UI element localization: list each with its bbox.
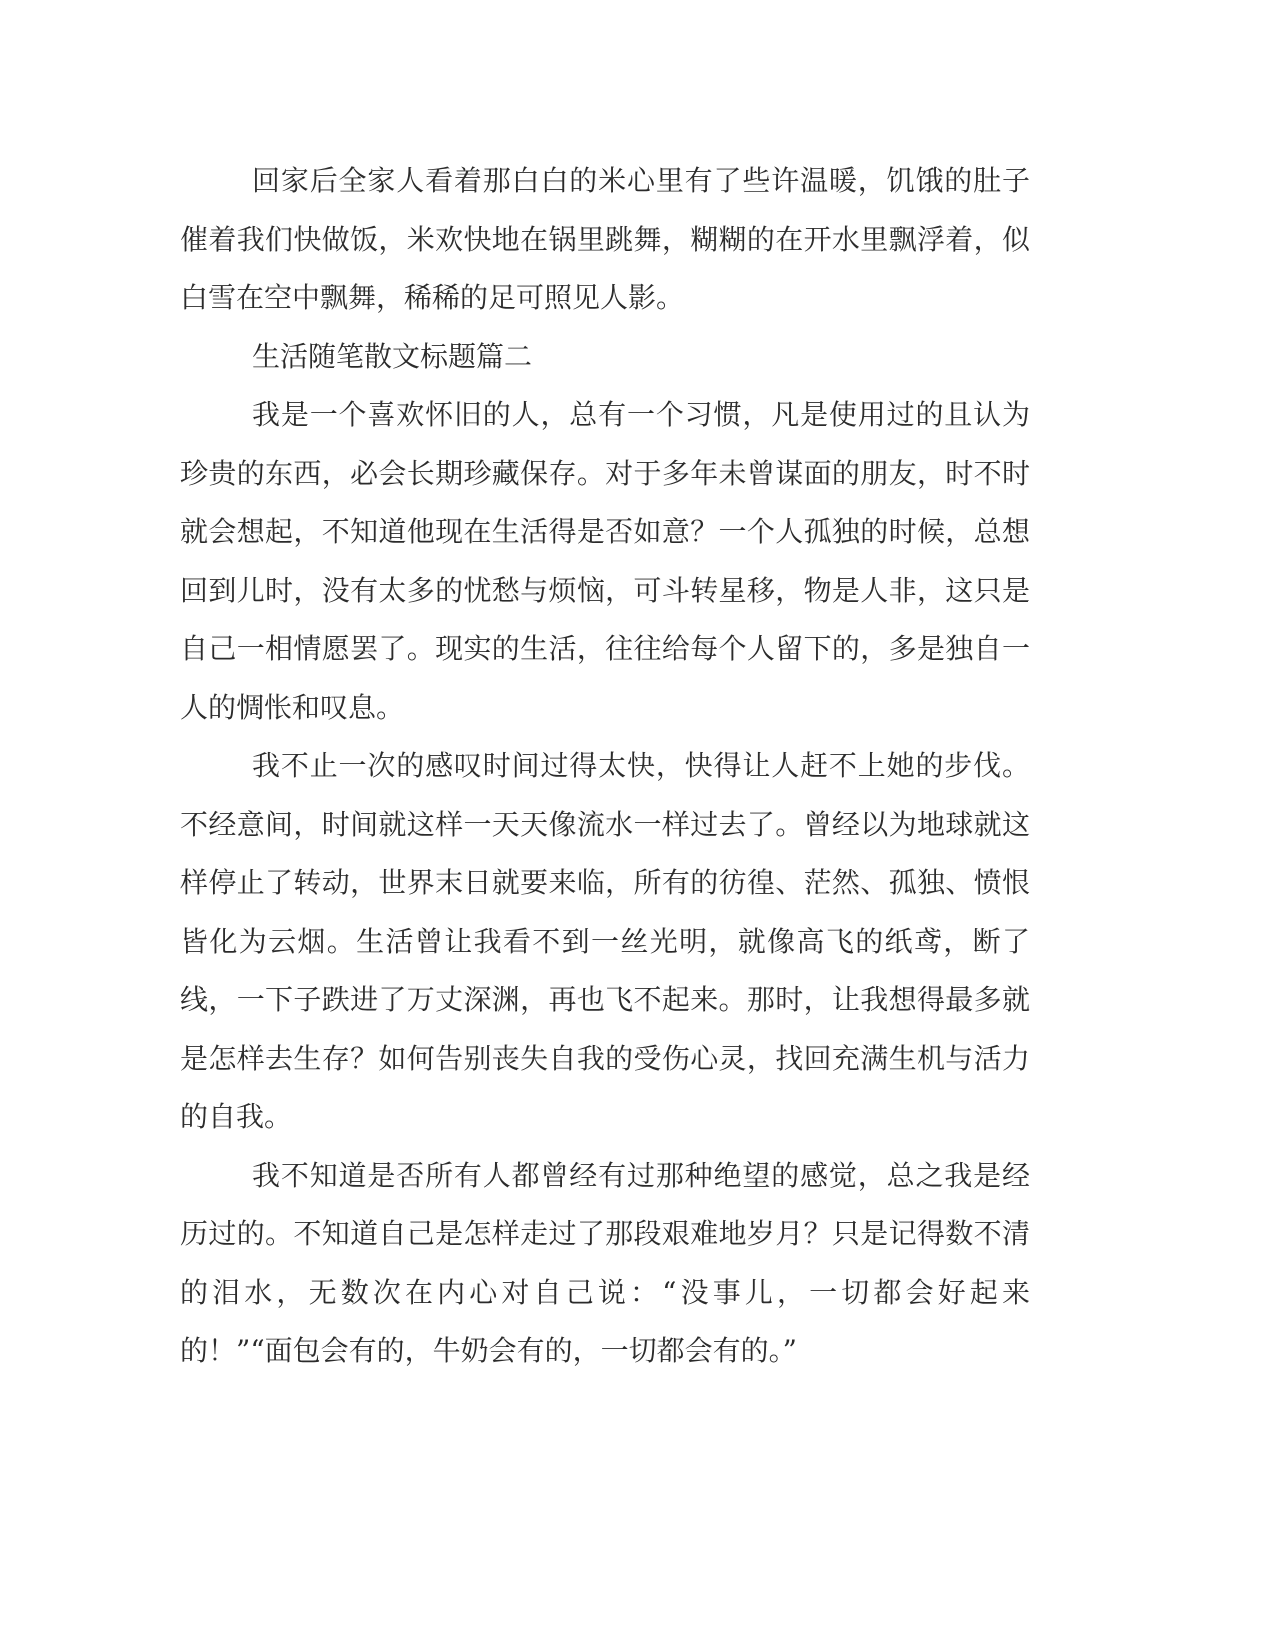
document-page <box>180 152 1030 1381</box>
section-heading: 生活随笔散文标题篇二 <box>252 339 533 373</box>
paragraph-rice: 回家后全家人看着那白白的米心里有了些许温暖，饥饿的肚子催着我们快做饭，米欢快地在锅里跳舞，糊糊的在开水里飘浮着，似白雪在空中飘舞，稀稀的足可照见人影。 <box>180 164 1030 314</box>
paragraph-time: 我不止一次的感叹时间过得太快，快得让人赶不上她的步伐。不经意间，时间就这样一天天像流水一样过去了。曾经以为地球就这样停止了转动，世界末日就要来临，所有的彷徨、茫然、孤独、愤恨皆化为云烟。生活曾让我看不到一丝光明，就像高飞的纸鸢，断了线，一下子跌进了万丈深渊，再也飞不起来。那时，让我想得最多就是怎样去生存？如何告别丧失自我的受伤心灵，找回充满生机与活力的自我。 <box>180 749 1030 1133</box>
paragraph-despair: 我不知道是否所有人都曾经有过那种绝望的感觉，总之我是经历过的。不知道自己是怎样走过了那段艰难地岁月？只是记得数不清的泪水，无数次在内心对自己说：“没事儿，一切都会好起来的！”“面包会有的，牛奶会有的，一切都会有的。” <box>180 1158 1030 1367</box>
paragraph-nostalgia: 我是一个喜欢怀旧的人，总有一个习惯，凡是使用过的且认为珍贵的东西，必会长期珍藏保存。对于多年未曾谋面的朋友，时不时就会想起，不知道他现在生活得是否如意？一个人孤独的时候，总想回到儿时，没有太多的忧愁与烦恼，可斗转星移，物是人非，这只是自己一相情愿罢了。现实的生活，往往给每个人留下的，多是独自一人的惆怅和叹息。 <box>180 398 1030 724</box>
